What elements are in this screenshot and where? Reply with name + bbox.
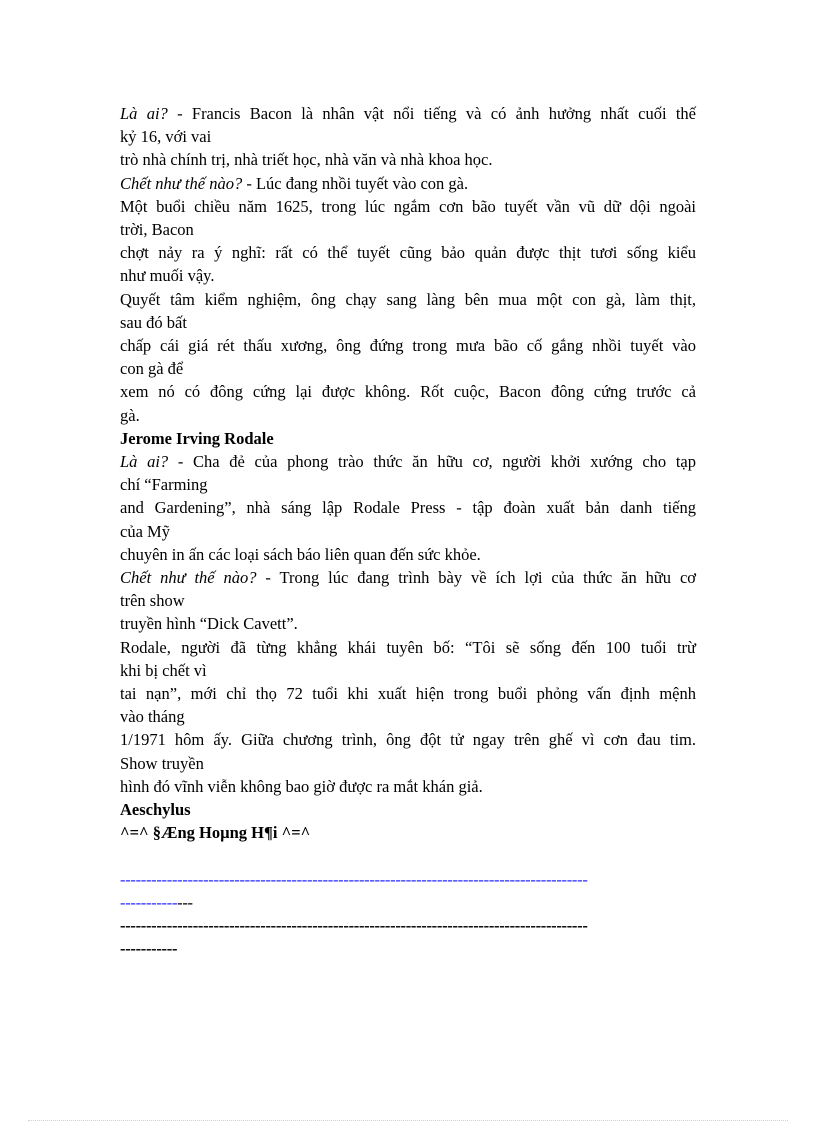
bacon-paragraph-1-line-2: trời, Bacon xyxy=(120,220,194,240)
question-how-label: Chết như thế nào? xyxy=(120,173,243,193)
rodale-who-line-3: and Gardening”, nhà sáng lập Rodale Press - tập đoàn xuất bản danh tiếng xyxy=(120,498,696,518)
blank-spacer xyxy=(120,845,696,868)
signature: ^=^ §Æng Hoµng H¶i ^=^ xyxy=(120,823,311,843)
bacon-who-line-2: kỷ 16, với vai xyxy=(120,127,212,147)
page-bottom-border xyxy=(28,1120,788,1121)
rodale-how-line xyxy=(120,566,696,589)
rodale-paragraph-line-6: Show truyền xyxy=(120,753,204,773)
blue-separator-line-2 xyxy=(120,891,696,914)
rodale-paragraph-line-1: Rodale, người đã từng khẳng khái tuyên bố: “Tôi sẽ sống đến 100 tuổi trừ xyxy=(120,637,696,657)
aeschylus-heading: Aeschylus xyxy=(120,800,191,820)
bacon-paragraph-2-line-5: xem nó có đông cứng lại được không. Rốt cuộc, Bacon đông cứng trước cả xyxy=(120,382,696,402)
bacon-paragraph-2-line-3: chấp cái giá rét thấu xương, ông đứng trong mưa bão cố gắng nhồi tuyết vào xyxy=(120,336,696,356)
rodale-who-text: - Cha đẻ của phong trào thức ăn hữu cơ, người khởi xướng cho tạp xyxy=(168,452,696,472)
bacon-how-text: - Lúc đang nhồi tuyết vào con gà. xyxy=(242,173,469,193)
separator-tail: --- xyxy=(177,892,193,912)
question-who-label: Là ai? xyxy=(120,104,168,123)
bacon-paragraph-1-line-3: chợt nảy ra ý nghĩ: rất có thể tuyết cũng bảo quản được thịt tươi sống kiểu xyxy=(120,243,696,263)
bacon-paragraph-1-line-4: như muối vậy. xyxy=(120,266,215,286)
bacon-who-line xyxy=(120,102,696,125)
black-separator-line-2: ----------- xyxy=(120,939,178,959)
rodale-paragraph-line-2: khi bị chết vì xyxy=(120,660,207,680)
rodale-who-line-4: của Mỹ xyxy=(120,521,170,541)
rodale-who-line-2: chí “Farming xyxy=(120,475,208,495)
bacon-who-line-3: trò nhà chính trị, nhà triết học, nhà văn và nhà khoa học. xyxy=(120,150,493,170)
bacon-how-line xyxy=(120,172,696,195)
document-body xyxy=(120,102,696,960)
black-separator-line-1: ------------------------------------------------------------------------------------------ xyxy=(120,915,588,935)
rodale-paragraph-line-4: vào tháng xyxy=(120,707,185,727)
blue-separator-segment: ----------- xyxy=(120,892,178,912)
rodale-heading: Jerome Irving Rodale xyxy=(120,428,274,448)
bacon-paragraph-2-line-4: con gà để xyxy=(120,359,184,379)
rodale-paragraph-line-3: tai nạn”, mới chỉ thọ 72 tuổi khi xuất hiện trong buổi phỏng vấn định mệnh xyxy=(120,684,696,704)
rodale-how-line-3: truyền hình “Dick Cavett”. xyxy=(120,614,298,634)
rodale-who-line-5: chuyên in ấn các loại sách báo liên quan đến sức khỏe. xyxy=(120,544,481,564)
rodale-paragraph-line-7: hình đó vĩnh viễn không bao giờ được ra mắt khán giả. xyxy=(120,776,483,796)
bacon-paragraph-1-line-1: Một buổi chiều năm 1625, trong lúc ngắm cơn bão tuyết vần vũ dữ dội ngoài xyxy=(120,196,696,216)
blue-separator-line-1: ------------------------------------------------------------------------------------------ xyxy=(120,869,588,889)
bacon-paragraph-2-line-6: gà. xyxy=(120,405,140,425)
rodale-paragraph-line-5: 1/1971 hôm ấy. Giữa chương trình, ông đột tử ngay trên ghế vì cơn đau tim. xyxy=(120,730,696,750)
bacon-paragraph-2-line-1: Quyết tâm kiểm nghiệm, ông chạy sang làng bên mua một con gà, làm thịt, xyxy=(120,289,696,309)
rodale-who-line xyxy=(120,450,696,473)
question-how-label: Chết như thế nào? xyxy=(120,568,257,588)
bacon-who-text: - Francis Bacon là nhân vật nổi tiếng và có ảnh hưởng nhất cuối thế xyxy=(167,104,696,123)
rodale-how-line-2: trên show xyxy=(120,591,185,611)
bacon-paragraph-2-line-2: sau đó bất xyxy=(120,312,187,332)
question-who-label: Là ai? xyxy=(120,452,169,472)
rodale-how-text: - Trong lúc đang trình bày về ích lợi của thức ăn hữu cơ xyxy=(256,568,696,588)
